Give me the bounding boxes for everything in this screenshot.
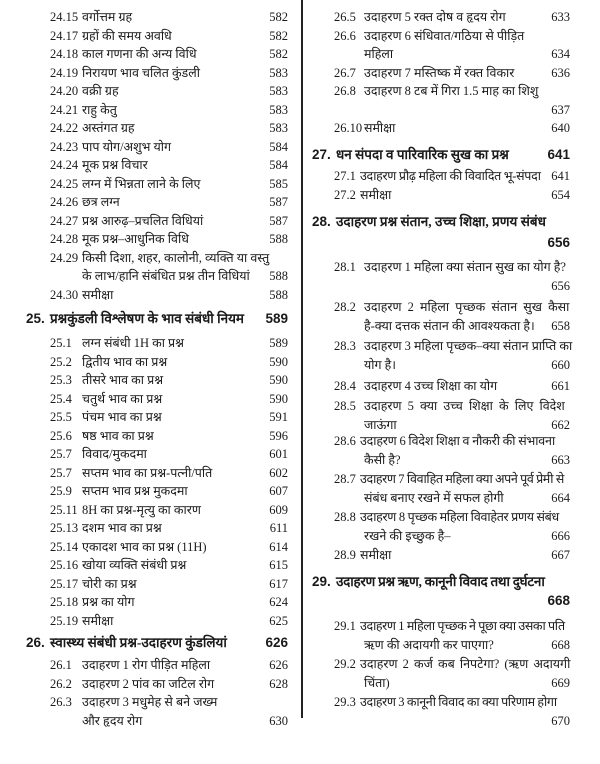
chapter-title: उदाहरण प्रश्न ऋण, कानूनी विवाद तथा दुर्घटना xyxy=(336,574,545,589)
entry-page: 596 xyxy=(269,428,288,443)
chapter-title: धन संपदा व पारिवारिक सुख का प्रश्न xyxy=(336,147,509,162)
entry-title-continued: के लाभ/हानि संबंधित प्रश्न तीन विधियां xyxy=(82,269,250,283)
entry-page: 609 xyxy=(269,502,288,517)
entry-page: 582 xyxy=(269,10,288,24)
entry-page: 660 xyxy=(551,358,570,372)
entry-page: 617 xyxy=(269,576,288,591)
entry-page: 601 xyxy=(269,447,288,461)
entry-title: उदाहरण प्रौढ़ महिला की विवादित भू-संपदा xyxy=(360,169,541,183)
entry-title: खोया व्यक्ति संबंधी प्रश्न xyxy=(82,558,187,572)
entry-page: 583 xyxy=(269,84,288,98)
entry-page: 584 xyxy=(269,158,288,172)
entry-title: उदाहरण 3 मधुमेह से बने जख्म xyxy=(82,695,218,709)
entry-title: उदाहरण 8 पृच्छक महिला विवाहेतर प्रणय संबंध xyxy=(360,510,559,524)
entry-title: उदाहरण 7 मस्तिष्क में रक्त विकार xyxy=(364,65,515,80)
entry-title: राहु केतु xyxy=(82,102,117,117)
entry-title: उदाहरण 4 उच्च शिक्षा का योग xyxy=(364,379,498,393)
entry-number: 25.11 xyxy=(50,502,78,517)
entry-page: 669 xyxy=(551,676,570,690)
entry-number: 24.24 xyxy=(50,158,79,172)
entry-number: 29.3 xyxy=(334,695,356,709)
entry-title: पाप योग/अशुभ योग xyxy=(82,139,172,154)
entry-number: 24.22 xyxy=(50,121,79,135)
entry-page: 654 xyxy=(551,188,570,202)
entry-title: वर्गोत्तम ग्रह xyxy=(82,10,133,24)
entry-title: दशम भाव का प्रश्न xyxy=(82,521,162,535)
chapter-page: 626 xyxy=(265,635,288,650)
entry-title: उदाहरण 5 रक्त दोष व हृदय रोग xyxy=(364,10,506,24)
entry-title: उदाहरण 8 टब में गिरा 1.5 माह का शिशु xyxy=(364,84,539,98)
entry-title: निरायण भाव चलित कुंडली xyxy=(82,65,200,80)
entry-title: छत्र लग्न xyxy=(82,195,120,209)
entry-number: 24.19 xyxy=(50,65,79,80)
entry-page: 588 xyxy=(269,287,288,302)
entry-page: 582 xyxy=(269,28,288,43)
chapter-title: प्रश्नकुंडली विश्लेषण के भाव संबंधी नियम xyxy=(50,311,245,326)
entry-title-continued: जाऊंगा xyxy=(364,418,397,432)
entry-number: 25.14 xyxy=(50,539,79,554)
entry-title: एकादश भाव का प्रश्न (11H) xyxy=(82,539,207,554)
entry-page: 611 xyxy=(269,521,288,535)
entry-number: 26.3 xyxy=(50,695,72,709)
entry-title: मूक प्रश्न–आधुनिक विधि xyxy=(82,232,189,246)
entry-number: 25.4 xyxy=(50,391,72,406)
entry-page: 634 xyxy=(551,47,570,61)
entry-title: उदाहरण 2 महिला पृच्छक संतान सुख कैसा xyxy=(364,300,570,314)
entry-number: 28.8 xyxy=(334,510,356,524)
entry-number: 24.15 xyxy=(50,10,79,24)
entry-title: समीक्षा xyxy=(360,548,392,562)
entry-title: तीसरे भाव का प्रश्न xyxy=(82,373,164,387)
entry-number: 24.25 xyxy=(50,176,79,191)
entry-number: 24.21 xyxy=(50,102,79,117)
entry-page: 584 xyxy=(269,139,288,154)
entry-title: उदाहरण 1 रोग पीड़ित महिला xyxy=(82,658,211,672)
entry-number: 25.9 xyxy=(50,484,72,498)
entry-page: 587 xyxy=(269,213,288,228)
entry-title: उदाहरण 5 क्या उच्च शिक्षा के लिए विदेश xyxy=(364,399,565,413)
entry-title: सप्तम भाव का प्रश्न-पत्नी/पति xyxy=(82,465,213,480)
entry-number: 25.7 xyxy=(50,447,72,461)
entry-page: 591 xyxy=(269,410,288,424)
entry-title: उदाहरण 6 विदेश शिक्षा व नौकरी की संभावना xyxy=(360,434,556,448)
entry-number: 24.23 xyxy=(50,139,79,154)
entry-title: ग्रहों की समय अवधि xyxy=(82,28,172,43)
entry-page: 587 xyxy=(269,195,288,209)
chapter-number: 26. xyxy=(26,635,45,650)
entry-number: 24.20 xyxy=(50,84,79,98)
entry-page: 667 xyxy=(551,548,570,562)
entry-number: 26.7 xyxy=(334,65,356,80)
entry-number: 25.16 xyxy=(50,558,79,572)
chapter-title: स्वास्थ्य संबंधी प्रश्न-उदाहरण कुंडलियां xyxy=(50,635,227,650)
entry-number: 25.6 xyxy=(50,428,72,443)
entry-title-continued: चिंता) xyxy=(364,676,390,690)
entry-page: 640 xyxy=(551,121,570,135)
entry-page: 664 xyxy=(551,491,570,505)
entry-number: 27.1 xyxy=(334,169,356,183)
entry-page: 670 xyxy=(551,714,570,728)
entry-page: 588 xyxy=(269,269,288,283)
entry-number: 27.2 xyxy=(334,188,356,202)
entry-title: पंचम भाव का प्रश्न xyxy=(82,410,162,424)
entry-page: 661 xyxy=(551,379,570,393)
entry-number: 25.3 xyxy=(50,373,72,387)
entry-title: लग्न संबंधी 1H का प्रश्न xyxy=(82,336,185,350)
entry-number: 25.7 xyxy=(50,465,72,480)
entry-number: 24.28 xyxy=(50,232,79,246)
entry-number: 26.1 xyxy=(50,658,72,672)
entry-title: समीक्षा xyxy=(82,287,114,302)
entry-title: उदाहरण 6 संधिवात/गठिया से पीड़ित xyxy=(364,28,525,43)
entry-page: 624 xyxy=(269,595,288,609)
entry-number: 24.18 xyxy=(50,47,79,61)
entry-page: 628 xyxy=(269,676,288,691)
entry-number: 29.2 xyxy=(334,657,356,671)
entry-title-continued: कैसी है? xyxy=(364,453,401,467)
chapter-number: 29. xyxy=(312,574,331,589)
entry-number: 26.2 xyxy=(50,676,72,691)
chapter-page: 656 xyxy=(547,235,570,250)
entry-page: 668 xyxy=(551,638,570,652)
entry-page: 583 xyxy=(269,121,288,135)
entry-page: 590 xyxy=(269,373,288,387)
entry-page: 583 xyxy=(269,102,288,117)
entry-title-continued: संबंध बनाए रखने में सफल होगी xyxy=(364,491,504,505)
entry-title: अस्तंगत ग्रह xyxy=(82,121,135,135)
entry-page: 656 xyxy=(551,279,570,293)
chapter-number: 28. xyxy=(312,214,331,229)
entry-title: प्रश्न आरुढ़–प्रचलित विधियां xyxy=(82,213,204,228)
entry-number: 26.5 xyxy=(334,10,356,24)
entry-title-continued: रखने की इच्छुक है– xyxy=(364,529,451,543)
entry-number: 25.18 xyxy=(50,595,79,609)
entry-page: 585 xyxy=(269,176,288,191)
entry-title: 8H का प्रश्न-मृत्यु का कारण xyxy=(82,502,201,517)
entry-number: 25.17 xyxy=(50,576,79,591)
entry-title-continued: और हृदय रोग xyxy=(82,714,143,728)
entry-number: 28.9 xyxy=(334,548,356,562)
entry-number: 29.1 xyxy=(334,619,356,633)
entry-page: 630 xyxy=(269,714,288,728)
entry-title: उदाहरण 1 महिला पृच्छक ने पूछा क्या उसका पति xyxy=(360,619,565,633)
entry-number: 28.7 xyxy=(334,472,356,486)
entry-title: वक्री ग्रह xyxy=(82,84,119,98)
entry-page: 633 xyxy=(551,10,570,24)
entry-title: चतुर्थ भाव का प्रश्न xyxy=(82,391,163,406)
entry-title: प्रश्न का योग xyxy=(82,595,135,609)
entry-title-continued: महिला xyxy=(364,47,394,61)
entry-number: 28.6 xyxy=(334,434,356,448)
entry-page: 607 xyxy=(269,484,288,498)
entry-number: 28.2 xyxy=(334,300,356,314)
entry-title: काल गणना की अन्य विधि xyxy=(82,47,197,61)
entry-number: 24.29 xyxy=(50,250,79,265)
chapter-page: 589 xyxy=(265,311,288,326)
entry-page: 641 xyxy=(551,169,570,183)
entry-title: द्वितीय भाव का प्रश्न xyxy=(82,354,168,369)
entry-number: 25.5 xyxy=(50,410,72,424)
entry-page: 582 xyxy=(269,47,288,61)
entry-title-continued: ऋण की अदायगी कर पाएगा? xyxy=(364,638,494,652)
entry-page: 589 xyxy=(269,336,288,350)
entry-title: उदाहरण 3 महिला पृच्छक–क्या संतान प्राप्ति का xyxy=(364,339,573,353)
entry-title: षष्ठ भाव का प्रश्न xyxy=(82,428,154,443)
entry-number: 25.1 xyxy=(50,336,72,350)
entry-title: समीक्षा xyxy=(364,121,396,135)
entry-page: 625 xyxy=(269,613,288,628)
entry-page: 626 xyxy=(269,658,288,672)
entry-page: 615 xyxy=(269,558,288,572)
entry-title-continued: योग है। xyxy=(364,358,397,372)
chapter-title: उदाहरण प्रश्न संतान, उच्च शिक्षा, प्रणय संबंध xyxy=(336,214,546,229)
chapter-number: 25. xyxy=(26,311,45,326)
entry-title: समीक्षा xyxy=(360,188,392,202)
entry-title: उदाहरण 2 पांव का जटिल रोग xyxy=(82,676,215,691)
entry-title: समीक्षा xyxy=(82,613,114,628)
entry-title: किसी दिशा, शहर, कालोनी, व्यक्ति या वस्तु xyxy=(82,250,270,265)
entry-number: 28.4 xyxy=(334,379,356,393)
entry-number: 26.8 xyxy=(334,84,356,98)
entry-page: 658 xyxy=(551,319,570,333)
entry-title: सप्तम भाव प्रश्न मुकदमा xyxy=(82,484,188,498)
entry-page: 590 xyxy=(269,391,288,406)
entry-number: 24.26 xyxy=(50,195,79,209)
entry-number: 28.1 xyxy=(334,260,356,274)
entry-title: उदाहरण 1 महिला क्या संतान सुख का योग है? xyxy=(364,260,566,274)
entry-page: 662 xyxy=(551,418,570,432)
entry-number: 28.5 xyxy=(334,399,356,413)
entry-number: 24.30 xyxy=(50,287,79,302)
entry-number: 25.13 xyxy=(50,521,79,535)
entry-page: 590 xyxy=(269,354,288,369)
entry-page: 666 xyxy=(551,529,570,543)
entry-number: 26.6 xyxy=(334,28,356,43)
entry-title: मूक प्रश्न विचार xyxy=(82,158,148,172)
chapter-page: 668 xyxy=(547,593,570,608)
entry-title: चोरी का प्रश्न xyxy=(82,576,137,591)
column-divider xyxy=(301,0,303,718)
entry-number: 28.3 xyxy=(334,339,356,353)
entry-number: 25.19 xyxy=(50,613,79,628)
entry-page: 637 xyxy=(551,102,570,117)
entry-title: उदाहरण 2 कर्ज कब निपटेगा? (ऋण अदायगी xyxy=(360,657,571,671)
chapter-page: 641 xyxy=(547,147,570,162)
chapter-number: 27. xyxy=(312,147,331,162)
entry-number: 25.2 xyxy=(50,354,72,369)
entry-title: उदाहरण 7 विवाहित महिला क्या अपने पूर्व प्रेमी से xyxy=(360,472,564,486)
entry-page: 614 xyxy=(269,539,288,554)
entry-title: उदाहरण 3 कानूनी विवाद का क्या परिणाम होगा xyxy=(360,695,557,709)
entry-page: 583 xyxy=(269,65,288,80)
entry-title-continued: है-क्या दत्तक संतान की आवश्यकता है। xyxy=(364,319,535,333)
entry-page: 636 xyxy=(551,65,570,80)
entry-page: 602 xyxy=(269,465,288,480)
entry-number: 24.27 xyxy=(50,213,79,228)
entry-number: 26.10 xyxy=(334,121,363,135)
entry-title: लग्न में भिन्नता लाने के लिए xyxy=(82,176,201,191)
entry-page: 588 xyxy=(269,232,288,246)
entry-title: विवाद/मुकदमा xyxy=(82,447,147,461)
entry-number: 24.17 xyxy=(50,28,79,43)
entry-page: 663 xyxy=(551,453,570,467)
